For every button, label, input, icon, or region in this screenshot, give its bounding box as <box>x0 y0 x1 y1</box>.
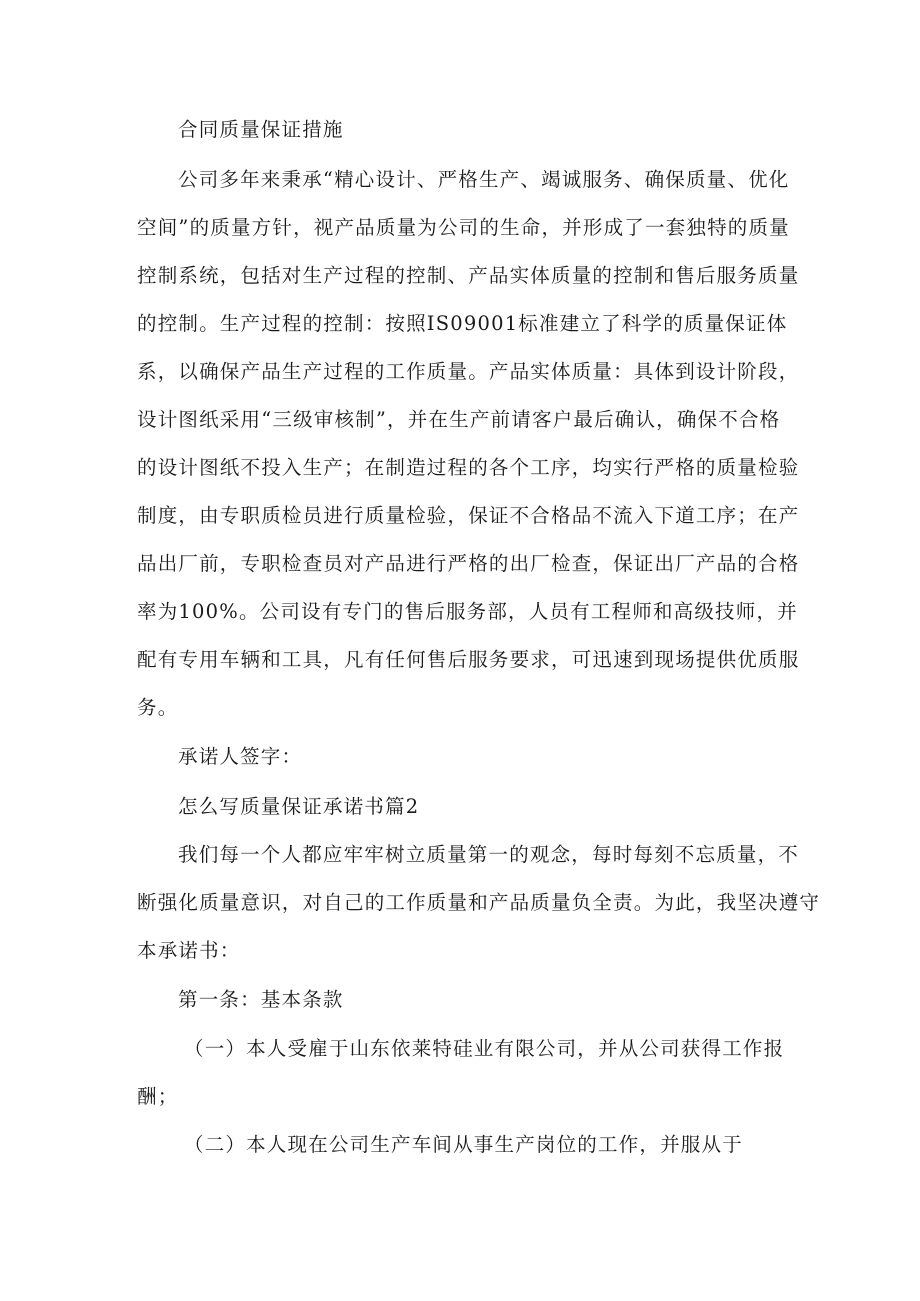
paragraph-line: 控制系统，包括对生产过程的控制、产品实体质量的控制和售后服务质量 <box>137 264 800 287</box>
paragraph-line: 的控制。生产过程的控制：按照IS09001标准建立了科学的质量保证体 <box>137 312 788 335</box>
clause-heading: 第一条：基本条款 <box>178 988 344 1011</box>
clause-item: （一）本人受雇于山东依莱特硅业有限公司，并从公司获得工作报 <box>184 1037 785 1060</box>
clause-item-continuation: 酬； <box>137 1085 179 1108</box>
paragraph-line: 空间”的质量方针，视产品质量为公司的生命，并形成了一套独特的质量 <box>137 216 790 239</box>
paragraph-line: 品出厂前，专职检查员对产品进行严格的出厂检查，保证出厂产品的合格 <box>137 552 800 575</box>
paragraph-line: 制度，由专职质检员进行质量检验，保证不合格品不流入下道工序；在产 <box>137 504 800 527</box>
paragraph-line: 的设计图纸不投入生产；在制造过程的各个工序，均实行严格的质量检验 <box>137 456 800 479</box>
paragraph-line: 设计图纸采用“三级审核制”，并在生产前请客户最后确认，确保不合格 <box>137 408 781 431</box>
paragraph-line: 断强化质量意识，对自己的工作质量和产品质量负全责。为此，我坚决遵守 <box>137 891 821 914</box>
paragraph-line: 率为100%。公司设有专门的售后服务部，人员有工程师和高级技师，并 <box>137 600 798 623</box>
clause-item: （二）本人现在公司生产车间从事生产岗位的工作，并服从于 <box>184 1133 743 1156</box>
paragraph-line: 本承诺书： <box>137 939 241 962</box>
paragraph-line: 公司多年来秉承“精心设计、严格生产、竭诚服务、确保质量、优化 <box>178 168 790 191</box>
paragraph-line: 系，以确保产品生产过程的工作质量。产品实体质量：具体到设计阶段， <box>137 360 800 383</box>
paragraph-line: 务。 <box>137 696 179 719</box>
section-title: 怎么写质量保证承诺书篇2 <box>178 795 420 818</box>
section-heading: 合同质量保证措施 <box>178 118 344 141</box>
signature-label: 承诺人签字： <box>178 745 303 768</box>
paragraph-line: 配有专用车辆和工具，凡有任何售后服务要求，可迅速到现场提供优质服 <box>137 648 800 671</box>
paragraph-line: 我们每一个人都应牢牢树立质量第一的观念，每时每刻不忘质量，不 <box>178 843 800 866</box>
